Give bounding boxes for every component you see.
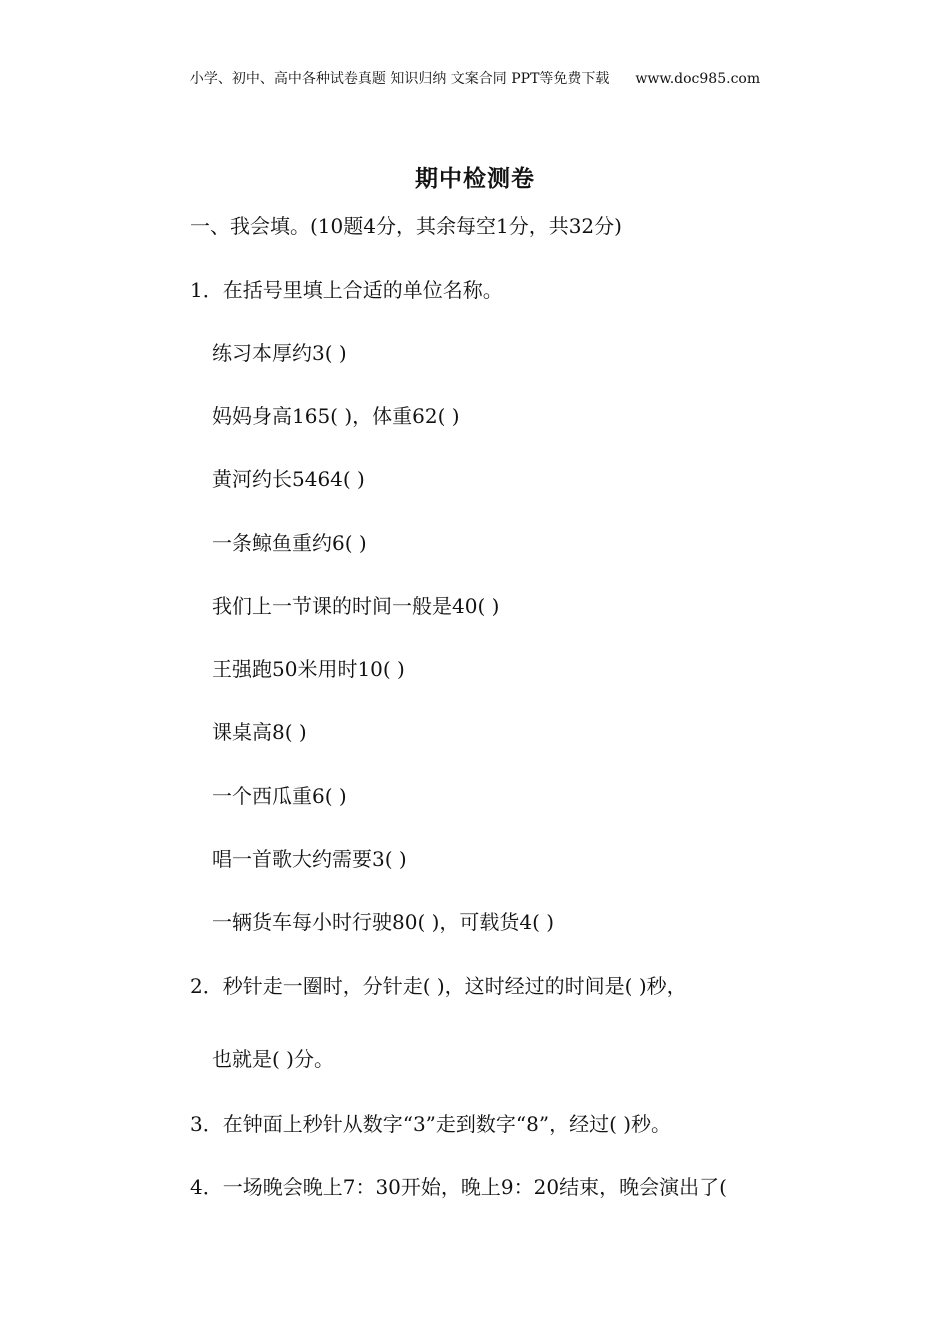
question-1-item: 王强跑50米用时10( ) bbox=[212, 657, 405, 681]
question-1-item: 唱一首歌大约需要3( ) bbox=[212, 847, 407, 871]
question-2-line-2: 也就是( )分。 bbox=[212, 1047, 334, 1071]
question-1-item: 我们上一节课的时间一般是40( ) bbox=[212, 594, 500, 618]
page-title: 期中检测卷 bbox=[415, 166, 535, 192]
question-1-item: 课桌高8( ) bbox=[212, 720, 307, 744]
page-header bbox=[0, 68, 950, 88]
question-1-item: 练习本厚约3( ) bbox=[212, 341, 347, 365]
header-url: www.doc985.com bbox=[635, 71, 761, 87]
question-3: 3．在钟面上秒针从数字“3”走到数字“8”，经过( )秒。 bbox=[190, 1112, 672, 1136]
question-1-item: 一条鲸鱼重约6( ) bbox=[212, 531, 367, 555]
question-1-item: 一辆货车每小时行驶80( )，可载货4( ) bbox=[212, 910, 555, 934]
question-1-item: 黄河约长5464( ) bbox=[212, 467, 365, 491]
question-1-item: 妈妈身高165( )，体重62( ) bbox=[212, 404, 460, 428]
question-2-line-1: 2．秒针走一圈时，分针走( )，这时经过的时间是( )秒， bbox=[190, 974, 687, 998]
question-1-stem: 1．在括号里填上合适的单位名称。 bbox=[190, 278, 503, 302]
question-1-item: 一个西瓜重6( ) bbox=[212, 784, 347, 808]
section-heading: 一、我会填。(10题4分，其余每空1分，共32分) bbox=[190, 214, 622, 238]
header-text: 小学、初中、高中各种试卷真题 知识归纳 文案合同 PPT等免费下载 bbox=[189, 71, 610, 87]
question-4: 4．一场晚会晚上7：30开始，晚上9：20结束，晚会演出了( bbox=[190, 1175, 727, 1199]
